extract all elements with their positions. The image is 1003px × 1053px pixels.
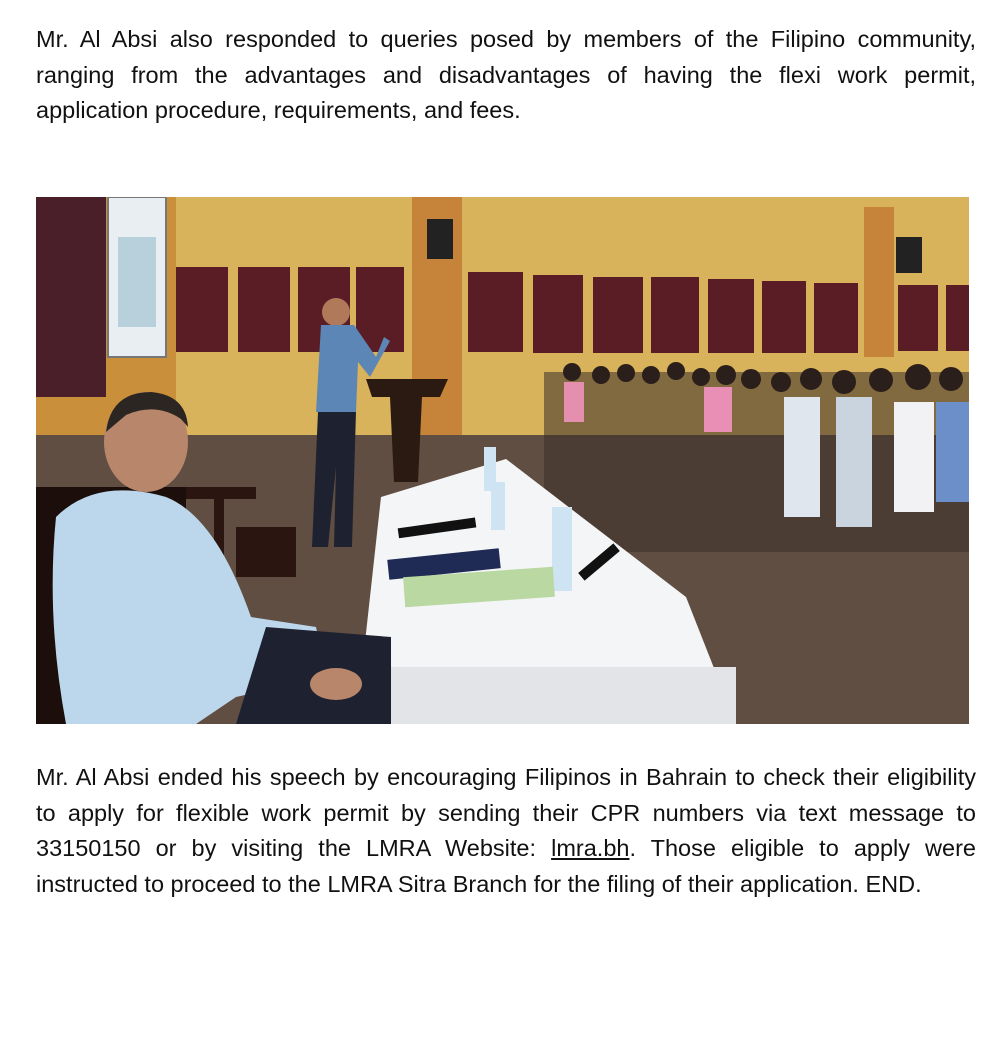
paragraph-closing: [36, 760, 976, 902]
photo-speaker-box: [427, 219, 453, 259]
paragraph-closing-text: Mr. Al Absi ended his speech by encouraging Filipinos in Bahrain to check their eligibility to apply for flexible work permit by sending their CPR numbers via text message to 33150150 or by visiting the LMRA Website:: [36, 764, 976, 861]
photo-screen-content: [118, 237, 156, 327]
photo-table-shadow: [356, 667, 736, 724]
lmra-website-link[interactable]: lmra.bh: [551, 835, 630, 861]
paragraph-intro: [36, 22, 976, 129]
photo-speaker-head: [322, 298, 350, 326]
paragraph-intro-text: Mr. Al Absi also responded to queries posed by members of the Filipino community, ranging from the advantages and disadvantages of having the flexi work permit, application procedure, requirements, and fees.: [36, 26, 976, 123]
photo-bottle: [552, 507, 572, 591]
event-photo: [36, 197, 969, 724]
photo-audience: [544, 362, 969, 552]
paragraph-closing-text-end: . Those eligible to apply were instructed to proceed to the LMRA Sitra Branch for the filing of their application. END.: [36, 835, 976, 897]
photo-bottle: [491, 482, 505, 530]
photo-speaker-box: [896, 237, 922, 273]
photo-pillar: [864, 207, 894, 357]
photo-man-hand: [310, 668, 362, 700]
photo-curtain: [36, 197, 106, 397]
